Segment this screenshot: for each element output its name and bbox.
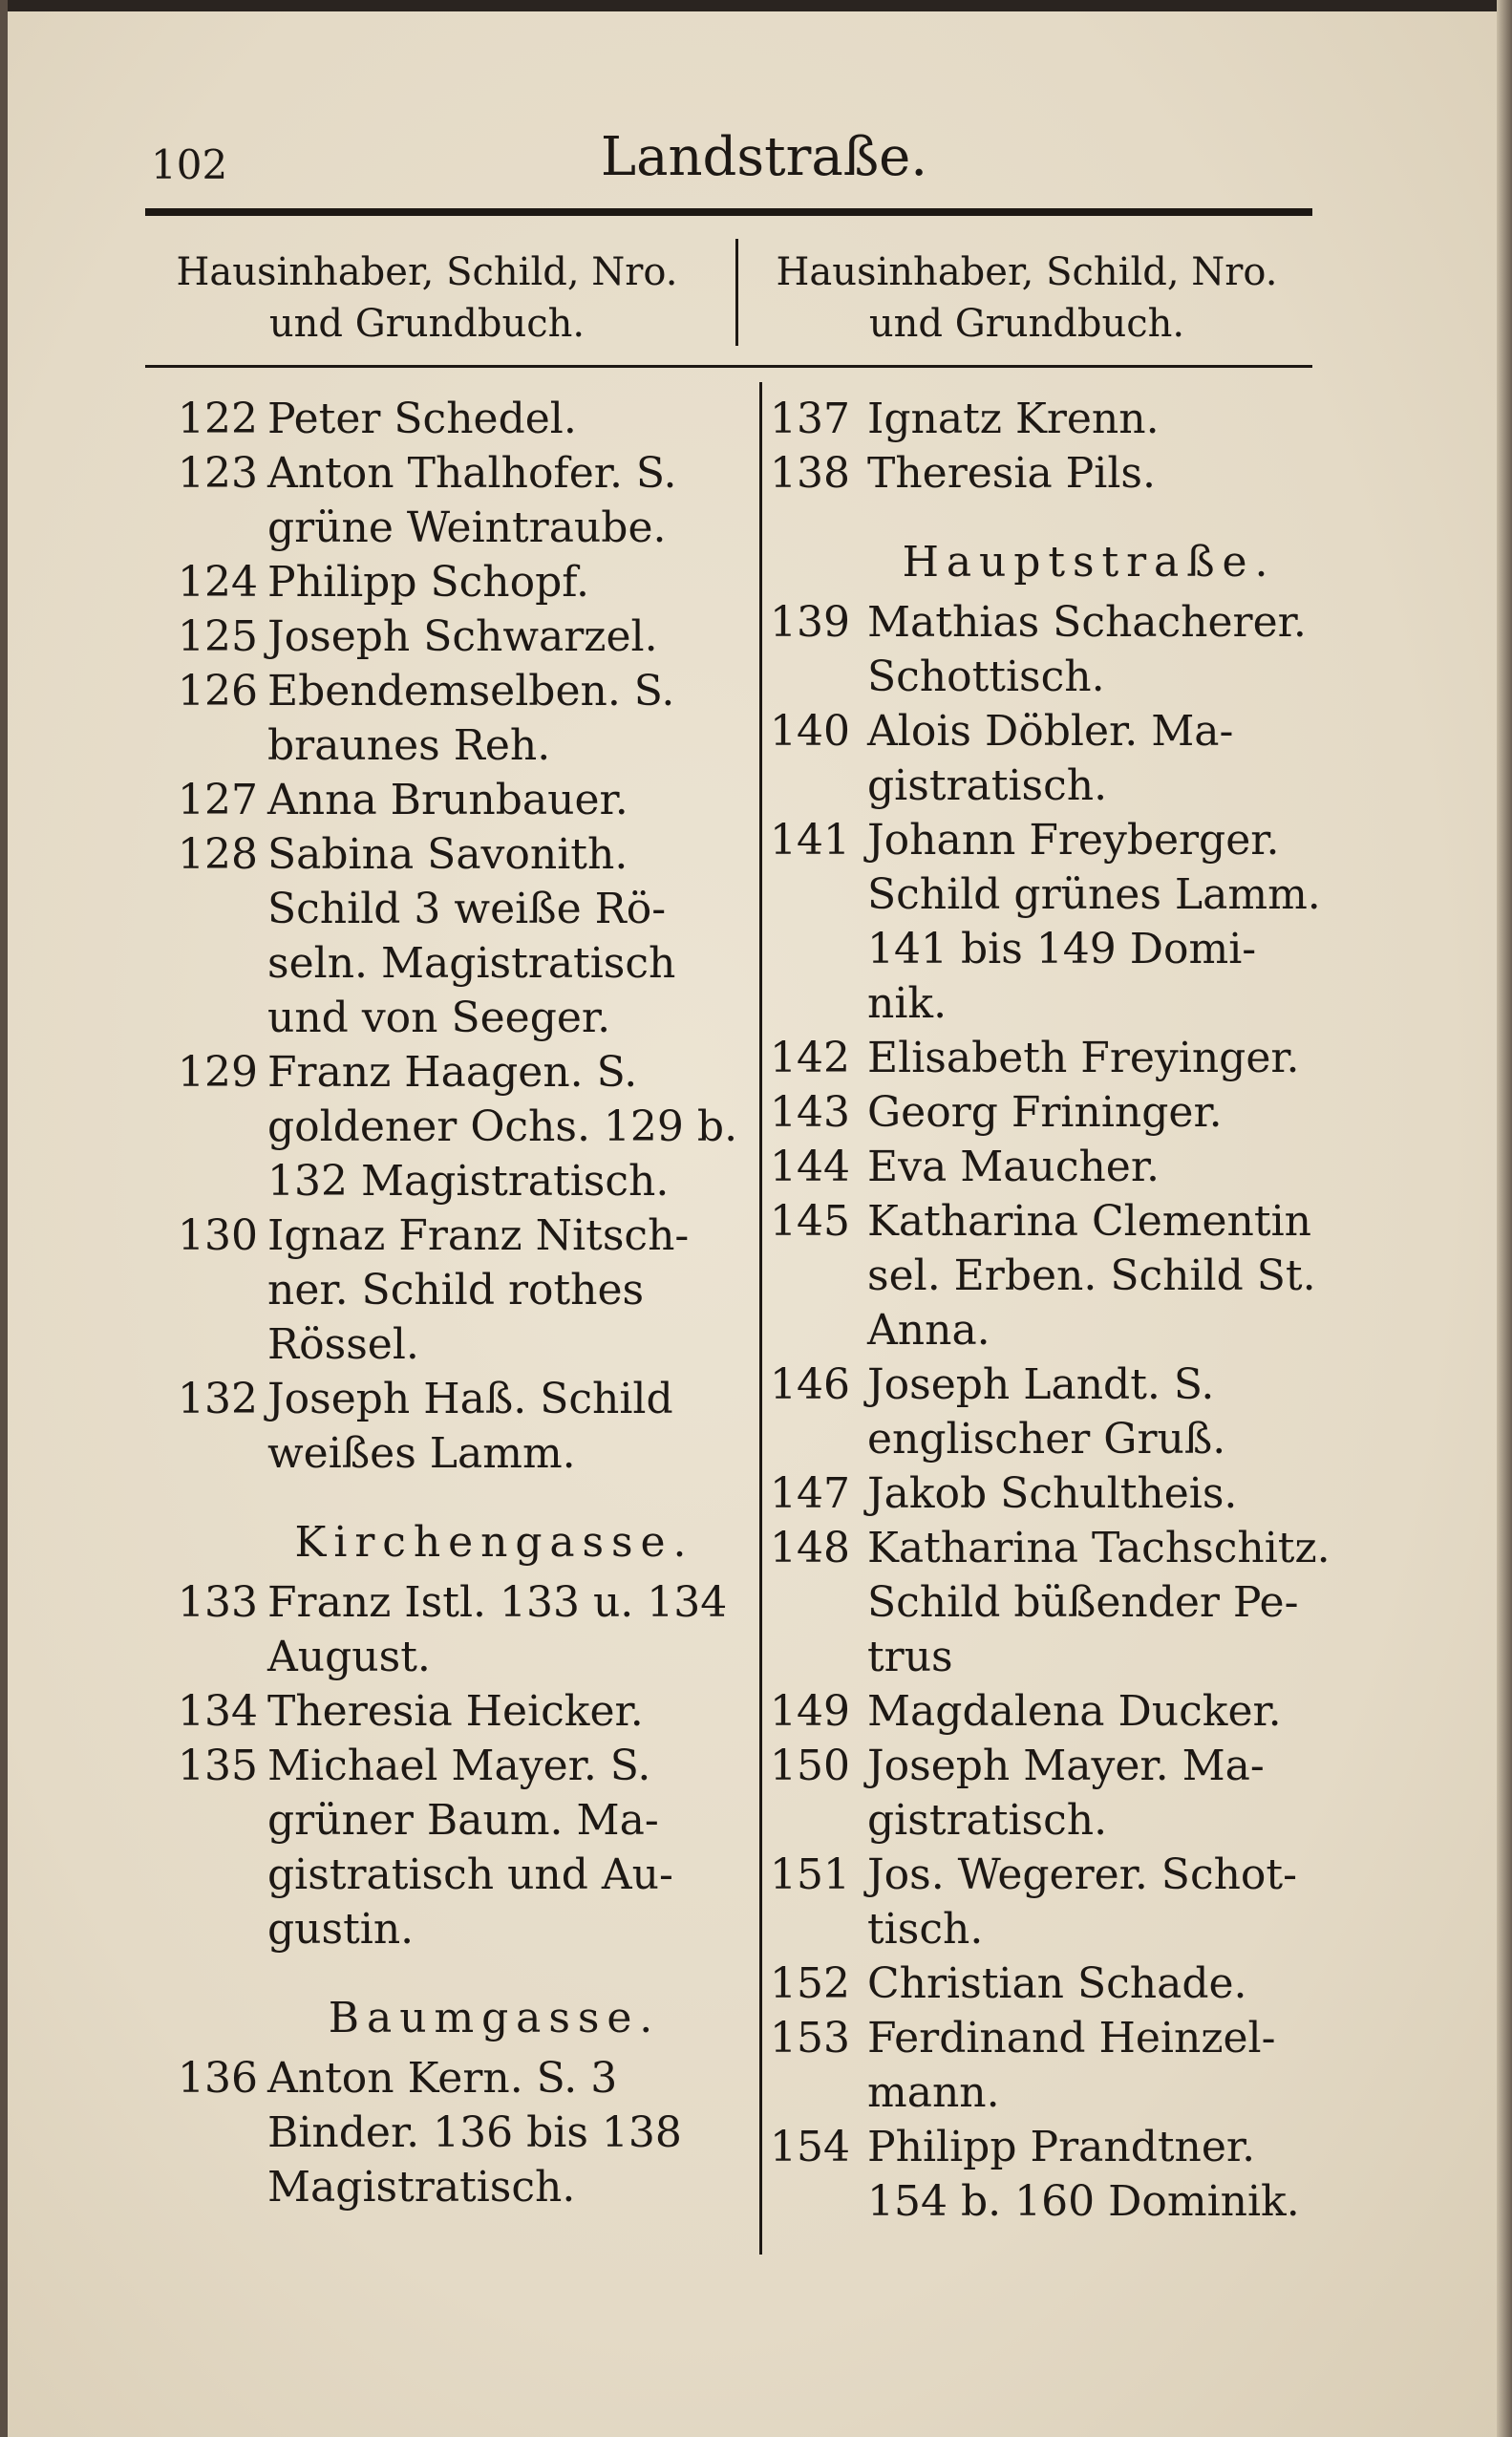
house-number: 142: [770, 1034, 850, 1082]
baumgasse-entries-list: [153, 2051, 750, 2214]
house-number: 144: [770, 1143, 850, 1191]
entry-text: Joseph Landt. S. englischer Gruß.: [867, 1360, 1226, 1464]
house-number: 147: [770, 1469, 850, 1518]
list-item: [153, 446, 750, 555]
list-item: [755, 1357, 1337, 1466]
house-number: 122: [178, 395, 258, 443]
entry-text: Philipp Prandtner. 154 b. 160 Dominik.: [867, 2123, 1300, 2226]
entry-text: Ignatz Krenn.: [867, 395, 1160, 443]
list-item: [755, 1956, 1337, 2011]
list-item: [153, 1208, 750, 1372]
header-column-divider: [735, 239, 738, 346]
house-number: 130: [178, 1211, 258, 1260]
entry-text: Michael Mayer. S. grüner Baum. Ma- gistratisch und Au- gustin.: [267, 1742, 673, 1954]
list-item: [755, 2011, 1337, 2120]
list-item: [755, 1194, 1337, 1357]
house-number: 140: [770, 707, 850, 756]
list-item: [755, 1466, 1337, 1521]
column-header-left: Hausinhaber, Schild, Nro. und Grundbuch.: [176, 250, 678, 346]
list-item: [755, 813, 1337, 1031]
running-head: Landstraße.: [600, 126, 928, 188]
entry-text: Alois Döbler. Ma- gistratisch.: [867, 707, 1234, 810]
house-number: 124: [178, 558, 258, 607]
house-number: 151: [770, 1850, 850, 1899]
list-item: [755, 2120, 1337, 2229]
page-top-edge: [0, 0, 1512, 11]
house-number: 126: [178, 667, 258, 716]
house-number: 146: [770, 1360, 850, 1409]
house-number: 135: [178, 1742, 258, 1790]
house-number: 125: [178, 612, 258, 661]
entry-text: Joseph Schwarzel.: [267, 612, 658, 661]
house-number: 133: [178, 1578, 258, 1627]
list-item: [153, 609, 750, 664]
section-heading-hauptstrasse: Hauptstraße.: [902, 538, 1276, 587]
house-number: 134: [178, 1687, 258, 1736]
house-number: 148: [770, 1524, 850, 1572]
list-item: [153, 827, 750, 1045]
list-item: [755, 1739, 1337, 1848]
entry-text: Ebendemselben. S. braunes Reh.: [267, 667, 675, 770]
right-entries-list: [755, 392, 1337, 501]
section-heading-baumgasse: Baumgasse.: [328, 1994, 661, 2042]
left-column: [153, 392, 750, 2214]
entry-text: Katharina Tachschitz. Schild büßender Pe- trus: [867, 1524, 1331, 1681]
list-item: [755, 1521, 1337, 1684]
entry-text: Christian Schade.: [867, 1959, 1247, 2008]
list-item: [153, 1372, 750, 1481]
house-number: 132: [178, 1375, 258, 1423]
house-number: 139: [770, 598, 850, 647]
section-heading-kirchengasse: Kirchengasse.: [294, 1518, 694, 1567]
entry-text: Ignaz Franz Nitsch- ner. Schild rothes Rössel.: [267, 1211, 690, 1369]
house-number: 153: [770, 2014, 850, 2063]
list-item: [153, 1684, 750, 1739]
house-number: 128: [178, 830, 258, 879]
entry-text: Philipp Schopf.: [267, 558, 589, 607]
entry-text: Johann Freyberger. Schild grünes Lamm. 141 bis 149 Domi- nik.: [867, 816, 1321, 1028]
house-number: 141: [770, 816, 850, 865]
house-number: 123: [178, 449, 258, 498]
list-item: [755, 446, 1337, 501]
entry-text: Anna Brunbauer.: [267, 776, 628, 824]
entry-text: Georg Frininger.: [867, 1088, 1223, 1137]
house-number: 129: [178, 1048, 258, 1097]
house-number: 154: [770, 2123, 850, 2171]
entry-text: Sabina Savonith. Schild 3 weiße Rö- seln. Magistratisch und von Seeger.: [267, 830, 676, 1042]
list-item: [153, 1739, 750, 1956]
house-number: 138: [770, 449, 850, 498]
list-item: [153, 664, 750, 773]
house-number: 137: [770, 395, 850, 443]
entry-text: Joseph Haß. Schild weißes Lamm.: [267, 1375, 673, 1478]
left-entries-list: [153, 392, 750, 1481]
entry-text: Jakob Schultheis.: [867, 1469, 1238, 1518]
hauptstrasse-entries-list: [755, 595, 1337, 2229]
list-item: [755, 704, 1337, 813]
entry-text: Anton Kern. S. 3 Binder. 136 bis 138 Magistratisch.: [267, 2054, 682, 2212]
list-item: [153, 1045, 750, 1208]
column-header-right: Hausinhaber, Schild, Nro. und Grundbuch.: [776, 250, 1278, 346]
entry-text: Theresia Pils.: [867, 449, 1156, 498]
entry-text: Joseph Mayer. Ma- gistratisch.: [867, 1742, 1265, 1845]
house-number: 149: [770, 1687, 850, 1736]
entry-text: Anton Thalhofer. S. grüne Weintraube.: [267, 449, 677, 552]
page-number: 102: [151, 141, 228, 188]
entry-text: Theresia Heicker.: [267, 1687, 644, 1736]
house-number: 152: [770, 1959, 850, 2008]
entry-text: Magdalena Ducker.: [867, 1687, 1282, 1736]
house-number: 136: [178, 2054, 258, 2103]
entry-text: Eva Maucher.: [867, 1143, 1161, 1191]
house-number: 150: [770, 1742, 850, 1790]
entry-text: Franz Haagen. S. goldener Ochs. 129 b. 132 Magistratisch.: [267, 1048, 738, 1206]
entry-text: Ferdinand Heinzel- mann.: [867, 2014, 1276, 2117]
house-number: 143: [770, 1088, 850, 1137]
list-item: [755, 1140, 1337, 1194]
list-item: [755, 1848, 1337, 1956]
header-rule-bottom: [145, 365, 1312, 368]
list-item: [755, 1085, 1337, 1140]
house-number: 145: [770, 1197, 850, 1246]
entry-text: Katharina Clementin sel. Erben. Schild St. Anna.: [867, 1197, 1316, 1355]
list-item: [153, 555, 750, 609]
page-left-edge: [0, 0, 8, 2437]
list-item: [153, 392, 750, 446]
house-number: 127: [178, 776, 258, 824]
list-item: [755, 1684, 1337, 1739]
entry-text: Peter Schedel.: [267, 395, 577, 443]
list-item: [755, 1031, 1337, 1085]
kirchengasse-entries-list: [153, 1575, 750, 1956]
entry-text: Franz Istl. 133 u. 134 August.: [267, 1578, 728, 1681]
entry-text: Jos. Wegerer. Schot- tisch.: [867, 1850, 1297, 1954]
list-item: [755, 595, 1337, 704]
entry-text: Elisabeth Freyinger.: [867, 1034, 1300, 1082]
list-item: [153, 1575, 750, 1684]
right-column: [755, 392, 1337, 2229]
list-item: [153, 773, 750, 827]
entry-text: Mathias Schacherer. Schottisch.: [867, 598, 1307, 701]
list-item: [755, 392, 1337, 446]
list-item: [153, 2051, 750, 2214]
page-right-edge: [1497, 0, 1512, 2437]
header-rule-top: [145, 208, 1312, 216]
